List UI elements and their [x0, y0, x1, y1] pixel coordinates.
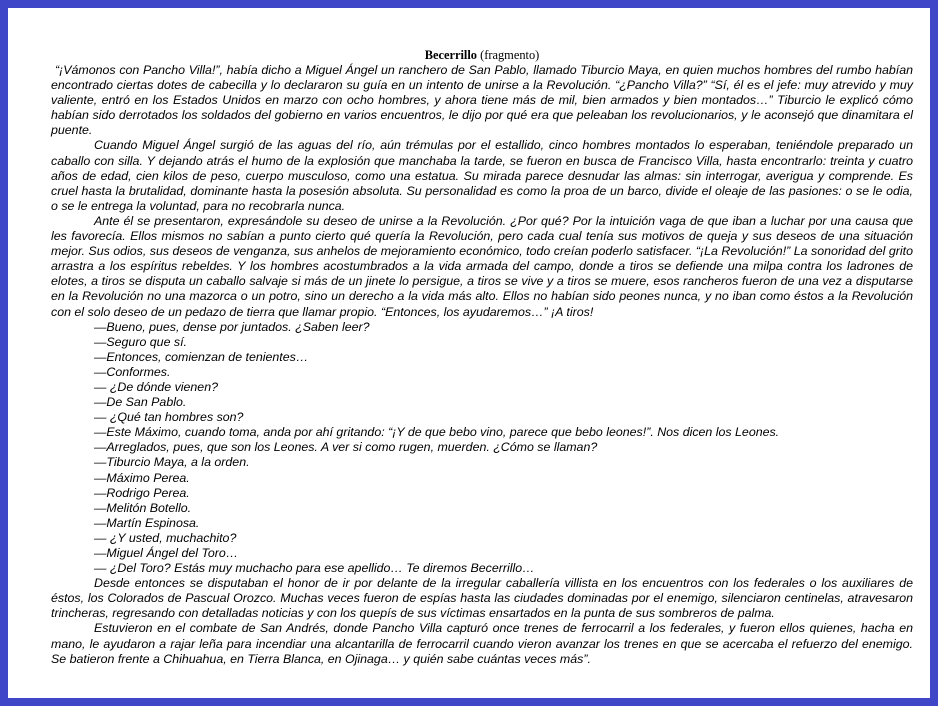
paragraph-3: Ante él se presentaron, expresándole su deseo de unirse a la Revolución. ¿Por qué? Por la intuición vaga de que iban a luchar por una causa que les favorecía. Ellos mismos no sabían a punto cierto qué quería la Revolución, pero cada cual tenía sus motivos de queja y sus deseos de una situación mejor. Sus odios, sus deseos de venganza, sus anhelos de mejoramiento económico, todo creían poderlo satisfacer. “¡La Revolución!” La sonoridad del grito arrastra a los espíritus rebeldes. Y los hombres acostumbrados a la vida armada del campo, donde a tiros se defiende una milpa contra los ladrones de elotes, a tiros se disputa un caballo salvaje si más de un jinete lo persigue, a tiros se vive y a tiros se muere, esos rancheros fueron de una vez a disputarse en la Revolución no una mazorca o un potro, sino un derecho a la vida más alto. Ellos no habían sido peones nunca, y no iban como éstos a la Revolución con el solo deseo de un pedazo de tierra que llamar propio. “Entonces, los ayudaremos…” ¡A tiros!	[51, 213, 913, 319]
dialogue-line: —Rodrigo Perea.	[94, 485, 190, 500]
document-body	[51, 48, 913, 667]
dialogue-block	[51, 320, 913, 577]
paragraph-2: Cuando Miguel Ángel surgió de las aguas del río, aún trémulas por el estallido, cinco hombres montados lo esperaban, teniéndole preparado un caballo con silla. Y dejando atrás el humo de la explosión que manchaba la tarde, se fueron en busca de Francisco Villa, hasta encontrarlo: treinta y cuatro años de edad, cien kilos de peso, cuerpo musculoso, como una estatua. Su mirada parece desnudar las almas: sin interrogar, averigua y comprende. Es cruel hasta la brutalidad, dominante hasta la posesión absoluta. Su personalidad es como la proa de un barco, divide el oleaje de las pasiones: o se le odia, o se le entrega la voluntad, para no recobrarla nunca.	[51, 138, 913, 213]
dialogue-line: —Melitón Botello.	[94, 500, 192, 515]
paragraph-4: Desde entonces se disputaban el honor de ir por delante de la irregular caballería villista en los encuentros con los federales o los auxiliares de éstos, los Colorados de Pascual Orozco. Muchas veces fueron de espías hasta las ciudades dominadas por el enemigo, silenciaron centinelas, atravesaron trincheras, regresando con detalladas noticias y con los quepís de sus víctimas ensartados en la punta de sus sombreros de palma.	[51, 576, 913, 621]
paragraph-1: “¡Vámonos con Pancho Villa!”, había dicho a Miguel Ángel un ranchero de San Pablo, llamado Tiburcio Maya, en quien muchos hombres del rumbo habían encontrado ciertas dotes de cabecilla y lo declararon su guía en un intento de unirse a la Revolución. “¿Pancho Villa?” “Sí, él es el jefe: muy atrevido y muy valiente, entró en los Estados Unidos en marzo con ocho hombres, y ahora tiene más de mil, bien armados y bien montados…” Tiburcio le explicó cómo habían sido derrotados los soldados del gobierno en varios encuentros, le dijo por qué era que peleaban los revolucionarios, y le aconsejó que dinamitara el puente.	[51, 63, 913, 138]
dialogue-line: —Bueno, pues, dense por juntados. ¿Saben leer?	[94, 319, 370, 334]
document-title: Becerrillo	[424, 48, 477, 62]
dialogue-line: — ¿Qué tan hombres son?	[94, 410, 244, 425]
paragraph-5: Estuvieron en el combate de San Andrés, donde Pancho Villa capturó once trenes de ferrocarril a los federales, y fueron ellos quienes, hacha en mano, le ayudaron a rajar leña para incendiar una alcantarilla de ferrocarril cuando vieron avanzar los trenes en que se acercaba el refuerzo del enemigo. Se batieron frente a Chihuahua, en Tierra Blanca, en Ojinaga… y quién sabe cuántas veces más”.	[51, 621, 913, 666]
dialogue-line: —Seguro que sí.	[94, 334, 187, 349]
dialogue-line: —Miguel Ángel del Toro…	[94, 546, 239, 560]
dialogue-line: — ¿Y usted, muchachito?	[94, 530, 237, 545]
document-heading	[51, 48, 913, 63]
dialogue-line: — ¿Del Toro? Estás muy muchacho para ese apellido… Te diremos Becerrillo…	[94, 561, 535, 576]
dialogue-line: —Este Máximo, cuando toma, anda por ahí gritando: “¡Y de que bebo vino, parece que bebo leones!”. Nos dicen los Leones.	[94, 425, 780, 440]
document-subtitle: (fragmento)	[480, 48, 540, 62]
dialogue-line: —Martín Espinosa.	[94, 515, 200, 530]
dialogue-line: —Entonces, comienzan de tenientes…	[94, 349, 309, 364]
dialogue-line: —De San Pablo.	[94, 395, 187, 410]
dialogue-line: —Conformes.	[94, 364, 171, 379]
dialogue-line: —Tiburcio Maya, a la orden.	[94, 455, 250, 470]
dialogue-line: —Máximo Perea.	[94, 470, 190, 485]
dialogue-line: — ¿De dónde vienen?	[94, 379, 218, 394]
dialogue-line: —Arreglados, pues, que son los Leones. A ver si como rugen, muerden. ¿Cómo se llaman?	[94, 440, 598, 455]
